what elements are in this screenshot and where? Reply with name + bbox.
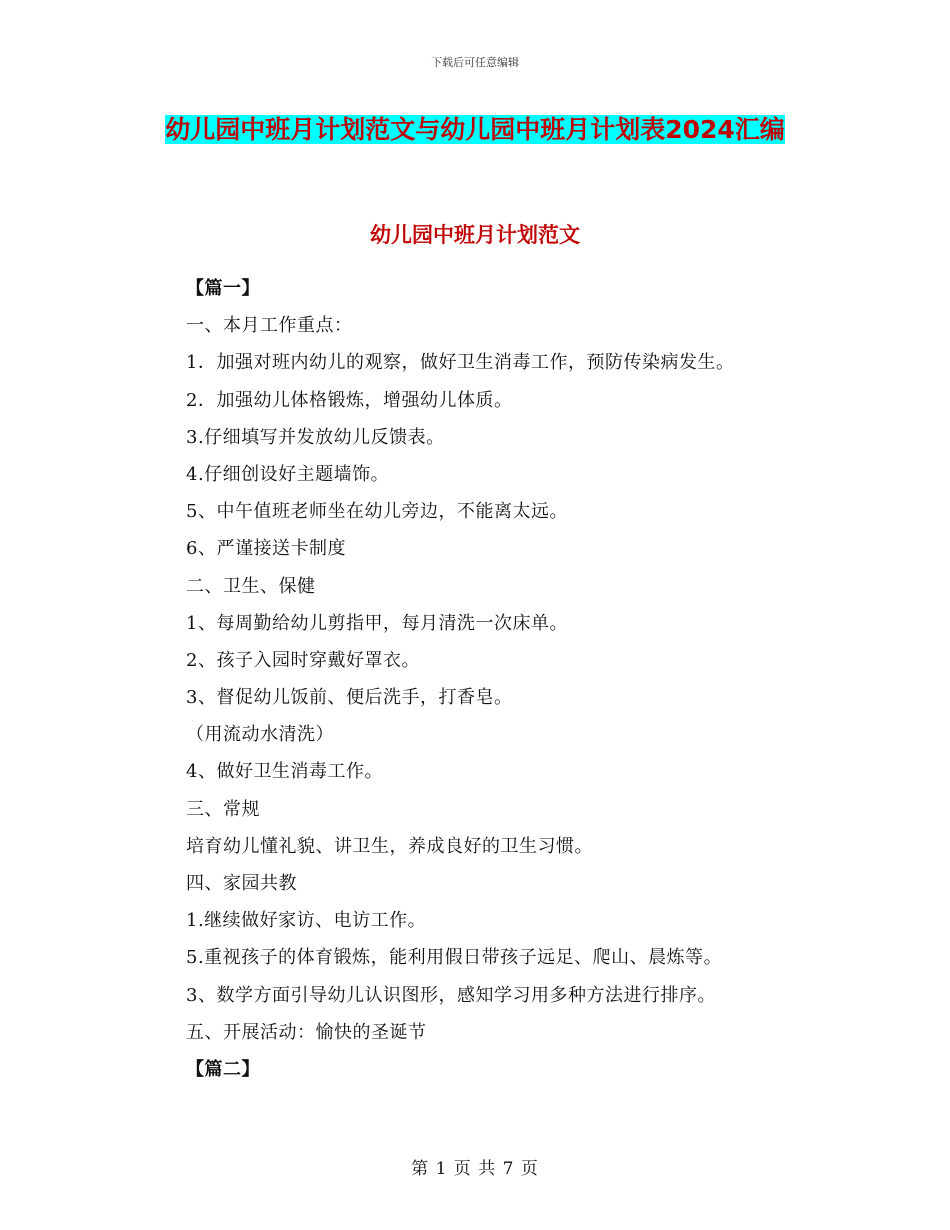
body-line: 5、中午值班老师坐在幼儿旁边，不能离太远。 bbox=[186, 501, 568, 523]
body-line: 6、严谨接送卡制度 bbox=[186, 538, 346, 560]
body-line: 四、家园共教 bbox=[186, 873, 297, 894]
body-line: 4.仔细创设好主题墙饰。 bbox=[186, 463, 390, 485]
body-line: 5.重视孩子的体育锻炼，能利用假日带孩子远足、爬山、晨炼等。 bbox=[186, 947, 723, 969]
document-title-text: 幼儿园中班月计划范文与幼儿园中班月计划表2024汇编 bbox=[165, 115, 785, 144]
body-line: 二、卫生、保健 bbox=[186, 575, 316, 597]
body-line: 2、孩子入园时穿戴好罩衣。 bbox=[186, 649, 420, 671]
body-line: 2．加强幼儿体格锻炼，增强幼儿体质。 bbox=[186, 389, 513, 411]
body-line: 1.继续做好家访、电访工作。 bbox=[186, 910, 427, 932]
body-line: 培育幼儿懂礼貌、讲卫生，养成良好的卫生习惯。 bbox=[186, 835, 593, 857]
body-line: 3.仔细填写并发放幼儿反馈表。 bbox=[186, 426, 445, 448]
body-line: 1．加强对班内幼儿的观察，做好卫生消毒工作，预防传染病发生。 bbox=[186, 352, 735, 374]
body-line: 三、常规 bbox=[186, 798, 260, 820]
section-title: 幼儿园中班月计划范文 bbox=[370, 223, 580, 247]
body-line: 五、开展活动：愉快的圣诞节 bbox=[186, 1021, 427, 1043]
body-line: 3、数学方面引导幼儿认识图形，感知学习用多种方法进行排序。 bbox=[186, 984, 716, 1006]
body-line: 一、本月工作重点： bbox=[186, 315, 353, 337]
document-body bbox=[186, 270, 836, 1088]
body-line: 1、每周勤给幼儿剪指甲，每月清洗一次床单。 bbox=[186, 612, 568, 634]
part-heading: 【篇一】 bbox=[186, 278, 260, 299]
document-title bbox=[150, 108, 800, 152]
body-line: 3、督促幼儿饭前、便后洗手，打香皂。 bbox=[186, 687, 513, 709]
body-line: 4、做好卫生消毒工作。 bbox=[186, 761, 383, 783]
part-heading: 【篇二】 bbox=[186, 1058, 260, 1080]
header-note: 下载后可任意编辑 bbox=[431, 56, 519, 69]
body-line: （用流动水清洗） bbox=[186, 724, 334, 746]
page-number-footer: 第 1 页 共 7 页 bbox=[411, 1159, 539, 1179]
